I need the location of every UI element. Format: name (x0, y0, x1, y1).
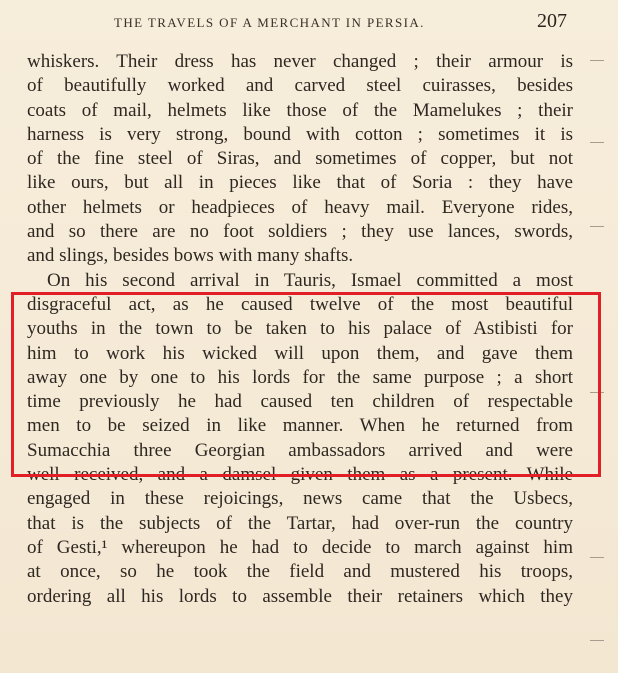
text-line: of the fine steel of Siras, and sometimes of copper, but not (27, 148, 573, 170)
page-number: 207 (537, 10, 567, 32)
text-line: of Gesti,¹ whereupon he had to decide to march against him (27, 536, 573, 558)
text-line: whiskers. Their dress has never changed ; their armour is (27, 51, 573, 72)
text-line: that is the subjects of the Tartar, had over-run the country (27, 512, 573, 534)
text-line: ordering all his lords to assemble their retainers which they (27, 585, 573, 607)
text-line: youths in the town to be taken to his palace of Astibisti for (27, 318, 573, 340)
running-title: THE TRAVELS OF A MERCHANT IN PERSIA. (114, 15, 425, 30)
margin-mark (590, 640, 604, 641)
margin-mark (590, 142, 604, 143)
body-text (27, 50, 573, 609)
text-line: time previously he had caused ten children of respectable (27, 391, 573, 413)
text-line: at once, so he took the field and mustered his troops, (27, 561, 573, 583)
text-line: like ours, but all in pieces like that of Soria : they have (27, 172, 573, 194)
margin-mark (590, 557, 604, 558)
margin-mark (590, 226, 604, 227)
text-line: well received, and a damsel given them as a present. While (27, 464, 573, 486)
text-line: him to work his wicked will upon them, and gave them (27, 342, 573, 364)
text-line: coats of mail, helmets like those of the Mamelukes ; their (27, 99, 573, 121)
text-line: engaged in these rejoicings, news came that the Usbecs, (27, 488, 573, 510)
text-line: and so there are no foot soldiers ; they use lances, swords, (27, 221, 573, 243)
text-line: disgraceful act, as he caused twelve of the most beautiful (27, 293, 573, 315)
text-line: harness is very strong, bound with cotton ; sometimes it is (27, 123, 573, 145)
page-header (0, 10, 618, 34)
text-line: of beautifully worked and carved steel cuirasses, besides (27, 75, 573, 97)
text-line: other helmets or headpieces of heavy mail. Everyone rides, (27, 196, 573, 218)
text-line: away one by one to his lords for the same purpose ; a short (27, 366, 573, 388)
margin-mark (590, 392, 604, 393)
paragraph-start-line: On his second arrival in Tauris, Ismael committed a most (47, 269, 573, 291)
text-line: men to be seized in like manner. When he returned from (27, 415, 573, 437)
paragraph-end-line: and slings, besides bows with many shafts. (27, 245, 354, 267)
text-line: Sumacchia three Georgian ambassadors arrived and were (27, 439, 573, 461)
margin-mark (590, 60, 604, 61)
